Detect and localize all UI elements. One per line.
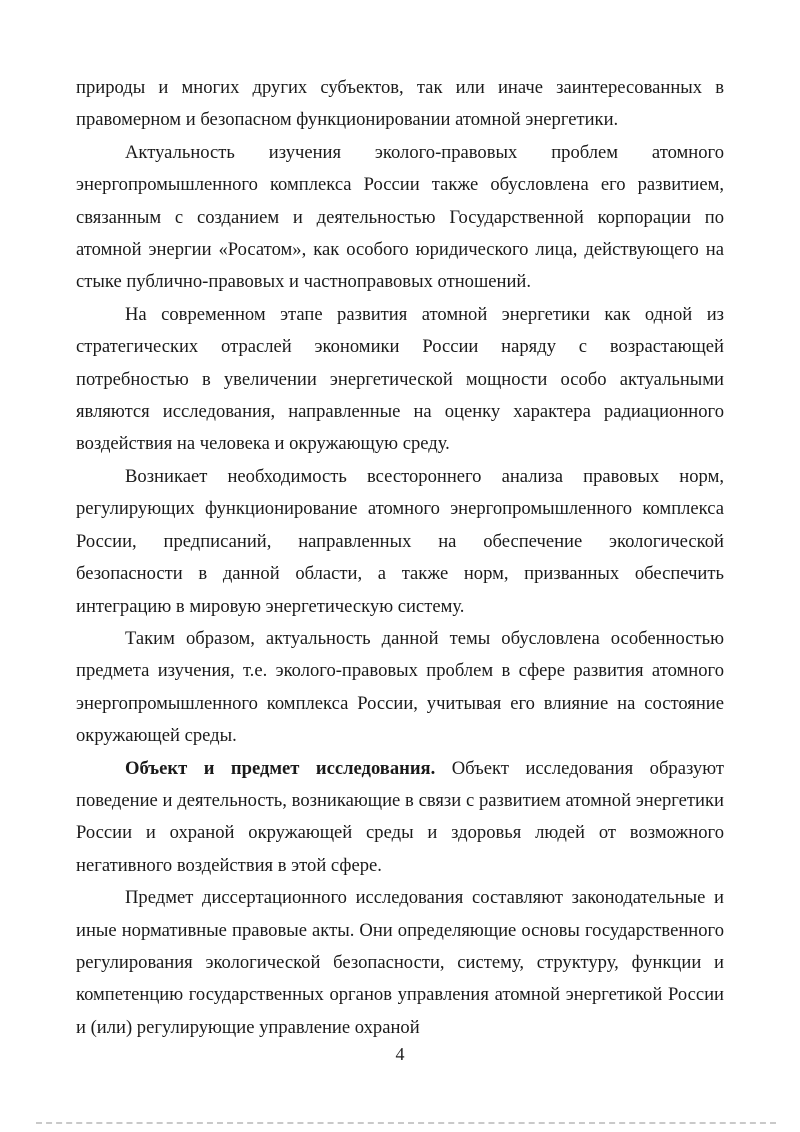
paragraph-research-subject: Предмет диссертационного исследования составляют законодательные и иные нормативные правовые акты. Они определяющие основы государственного регулирования экологической безопасности, систему, структуру, функции и компетенцию государственных органов управления атомной энергетикой России и (или) регулирующие управление охраной [76,887,724,1038]
paragraph-analysis-need: Возникает необходимость всестороннего анализа правовых норм, регулирующих функционирование атомного энергопромышленного комплекса России, предписаний, направленных на обеспечение экологической безопасности в данной области, а также норм, призванных обеспечить интеграцию в мировую энергетическую систему. [76,465,724,617]
paragraph-relevance-rosatom: Актуальность изучения эколого-правовых проблем атомного энергопромышленного комплекса России также обусловлена его развитием, связанным с созданием и деятельностью Государственной корпорации по атомной энергии «Росатом», как особого юридического лица, действующего на стыке публично-правовых и частноправовых отношений. [76,141,724,293]
paragraph-object-subject-text: Объект исследования образуют поведение и деятельность, возникающие в связи с развитием атомной энергетики России и охраной окружающей среды и здоровья людей от возможного негативного воздействия в этой сфере. [76,757,724,876]
section-heading: Объект и предмет исследования. [125,757,436,779]
paragraph-conclusion-relevance: Таким образом, актуальность данной темы обусловлена особенностью предмета изучения, т.е. эколого-правовых проблем в сфере развития атомного энергопромышленного комплекса России, учитывая его влияние на состояние окружающей среды. [76,627,724,747]
paragraph-continuation: природы и многих других субъектов, так или иначе заинтересованных в правомерном и безопасном функционировании атомной энергетики. [76,77,724,131]
document-page [76,72,724,1044]
paragraph-current-stage: На современном этапе развития атомной энергетики как одной из стратегических отраслей экономики России наряду с возрастающей потребностью в увеличении энергетической мощности особо актуальными являются исследования, направленные на оценку характера радиационного воздействия на человека и окружающую среду. [76,303,724,455]
paragraph-object-subject [76,753,724,883]
page-number: 4 [395,1044,405,1064]
scan-edge-artifact [36,1122,776,1124]
